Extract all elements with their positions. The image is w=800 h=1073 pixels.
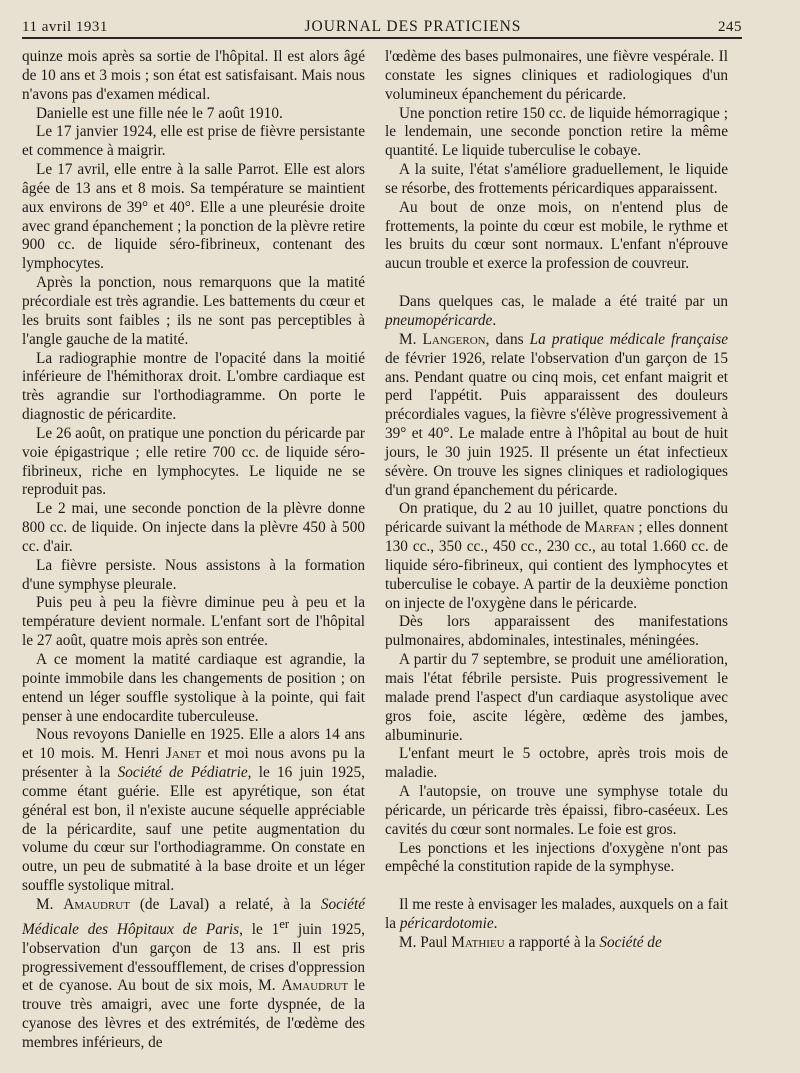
society-name: Société de Pédiatrie <box>117 764 248 782</box>
text-run: Il me reste à envisager les malades, auxquels on a fait la <box>385 896 728 933</box>
text-run: , le 16 juin 1925, comme étant guérie. Elle est apyrétique, son état général est bon, il n'existe aucune séquelle appréciable de la péricardite, sauf une petite augmentation du volume du cœur sur l'orthodiagramme. On constate en outre, un peu de submatité à la base droite et un léger souffle systolique mitral. <box>22 764 365 895</box>
society-name: Société de <box>599 933 662 951</box>
running-header <box>22 14 742 36</box>
text-run: On pratique, du 2 au 10 juillet, quatre ponctions du péricarde suivant la méthode de <box>385 500 728 537</box>
paragraph: A l'autopsie, on trouve une symphyse totale du péricarde, un péricarde très épaissi, fibro-caséeux. Les cavités du cœur sont normales. Le foie est gros. <box>385 783 728 838</box>
paragraph: Danielle est une fille née le 7 août 1910. <box>36 104 283 122</box>
paragraph: Le 17 avril, elle entre à la salle Parrot. Elle est alors âgée de 13 ans et 8 mois. Sa température se maintient aux environs de 39° et 40°. Elle a une pleurésie droite avec grand épanchement ; la ponction de la plèvre retire 900 cc. de liquide séro-fibrineux, contenant des lymphocytes. <box>22 161 365 273</box>
paragraph <box>385 293 728 331</box>
paragraph <box>385 896 728 934</box>
paragraph: L'enfant meurt le 5 octobre, après trois mois de maladie. <box>385 745 728 782</box>
paragraph <box>385 500 728 613</box>
text-run: ; elles donnent 130 cc., 350 cc., 450 cc., 230 cc., au total 1.660 cc. de liquide séro-fibrineux, qui contient des lymphocytes et tuberculise le cobaye. A partir de la deuxième ponction on injecte de l'oxygène dans le péricarde. <box>385 519 728 612</box>
paragraph: A ce moment la matité cardiaque est agrandie, la pointe immobile dans les changements de position ; on entend un léger souffle systolique à la pointe, qui fait penser à une endocardite tuberculeuse. <box>22 651 365 725</box>
header-rule <box>22 37 742 39</box>
author-name: Amaudrut <box>281 977 349 995</box>
left-column <box>22 48 365 1053</box>
paragraph: La radiographie montre de l'opacité dans la moitié inférieure de l'hémithorax droit. L'ombre cardiaque est très agrandie sur l'orthodiagramme. On porte le diagnostic de péricardite. <box>22 349 365 424</box>
text-run: . <box>493 915 498 933</box>
right-column <box>385 48 728 953</box>
paragraph: Une ponction retire 150 cc. de liquide hémorragique ; le lendemain, une seconde ponction retire la même quantité. Le liquide tuberculise le cobaye. <box>385 104 728 160</box>
text-run: M. <box>399 330 423 348</box>
paragraph: quinze mois après sa sortie de l'hôpital. Il est alors âgé de 10 ans et 3 mois ; son état est satisfaisant. Mais nous n'avons pas d'examen médical. <box>22 48 365 103</box>
paragraph: Le 2 mai, une seconde ponction de la plèvre donne 800 cc. de liquide. On injecte dans la plèvre 450 à 500 cc. d'air. <box>22 500 365 555</box>
page-number: 245 <box>717 19 742 35</box>
author-name: Janet <box>165 745 202 763</box>
publication-title: La pratique médicale française <box>529 330 728 348</box>
paragraph: A la suite, l'état s'améliore graduellement, le liquide se résorbe, des frottements péricardiques apparaissent. <box>385 161 728 197</box>
text-run: et moi nous avons pu la présenter à la <box>22 745 365 782</box>
text-run: a rapporté à la <box>504 933 600 951</box>
italic-term: péricardotomie <box>399 915 494 933</box>
paragraph: Dès lors apparaissent des manifestations pulmonaires, abdominales, intestinales, méningées. <box>385 613 728 650</box>
paragraph: La fièvre persiste. Nous assistons à la formation d'une symphyse pleurale. <box>22 556 365 593</box>
paragraph: Puis peu à peu la fièvre diminue peu à peu et la température devient normale. L'enfant sort de l'hôpital le 27 août, quatre mois après son entrée. <box>22 594 365 650</box>
text-run: le trouve très amaigri, avec une forte dyspnée, de la cyanose des lèvres et des extrémités, de l'œdème des membres inférieurs, de <box>22 977 365 1051</box>
paragraph: A partir du 7 septembre, se produit une amélioration, mais l'état fébrile persiste. Puis progressivement le malade prend l'aspect d'un cardiaque asystolique avec gros foie, ascite légère, œdème des jambes, albuminurie. <box>385 651 728 744</box>
text-run: , le 1 <box>239 920 280 938</box>
italic-term: pneumopéricarde <box>385 311 493 329</box>
society-name: Société Médicale des Hôpitaux de Paris <box>22 895 366 938</box>
paragraph: Le 26 août, on pratique une ponction du péricarde par voie épigastrique ; elle retire 700 cc. de liquide séro-fibrineux, riche en lymphocytes. Le liquide ne se reproduit pas. <box>22 424 365 499</box>
author-name: Amaudrut <box>63 895 130 913</box>
text-run: Dans quelques cas, le malade a été traité par un <box>399 293 728 311</box>
header-date: 11 avril 1931 <box>22 19 108 35</box>
text-run: , dans <box>485 330 530 348</box>
paragraph: Les ponctions et les injections d'oxygène n'ont pas empêché la constitution rapide de la symphyse. <box>385 839 728 876</box>
journal-title: JOURNAL DES PRATICIENS <box>304 18 522 35</box>
ordinal-superscript: er <box>279 916 290 931</box>
paragraph <box>22 896 365 1053</box>
paragraph: Au bout de onze mois, on n'entend plus de frottements, la pointe du cœur est mobile, le rythme et les bruits du cœur sont normaux. L'enfant n'éprouve aucun trouble et exerce la profession de couvreur. <box>385 198 728 273</box>
author-name: Langeron <box>422 330 486 348</box>
paragraph <box>385 934 728 953</box>
text-run: M. <box>36 895 64 913</box>
paragraph: Le 17 janvier 1924, elle est prise de fièvre persistante et commence à maigrir. <box>22 123 365 160</box>
text-run: Nous revoyons Danielle en 1925. Elle a alors 14 ans et 10 mois. M. Henri <box>22 726 365 763</box>
author-name: Mathieu <box>451 933 505 951</box>
text-run: de février 1926, relate l'observation d'un garçon de 15 ans. Pendant quatre ou cinq mois, cet enfant maigrit et perd l'appétit. Puis apparaissent des douleurs précordiales vagues, la fièvre s'élève progressivement à 39° et 40°. Le malade entre à l'hôpital au bout de huit jours, le 30 juin 1925. Il présente un état infectieux sévère. On trouve les signes cliniques et radiologiques d'un grand épanchement du péricarde. <box>385 349 728 499</box>
text-run: M. Paul <box>399 933 452 951</box>
paragraph <box>22 726 365 896</box>
author-name: Marfan <box>584 519 635 537</box>
paragraph: l'œdème des bases pulmonaires, une fièvre vespérale. Il constate les signes cliniques et radiologiques d'un volumineux épanchement du péricarde. <box>385 48 728 103</box>
paragraph <box>385 331 728 501</box>
text-run: juin 1925, l'observation d'un garçon de 13 ans. Il est pris progressivement d'essoufflement, de crises d'oppression et de cyanose. Au bout de six mois, M. <box>22 920 365 995</box>
text-run: . <box>492 311 497 329</box>
paragraph: Après la ponction, nous remarquons que la matité précordiale est très agrandie. Les battements du cœur et les bruits sont faibles ; ils ne sont pas perceptibles à l'angle gauche de la matité. <box>22 274 365 348</box>
text-run: (de Laval) a relaté, à la <box>129 895 321 913</box>
